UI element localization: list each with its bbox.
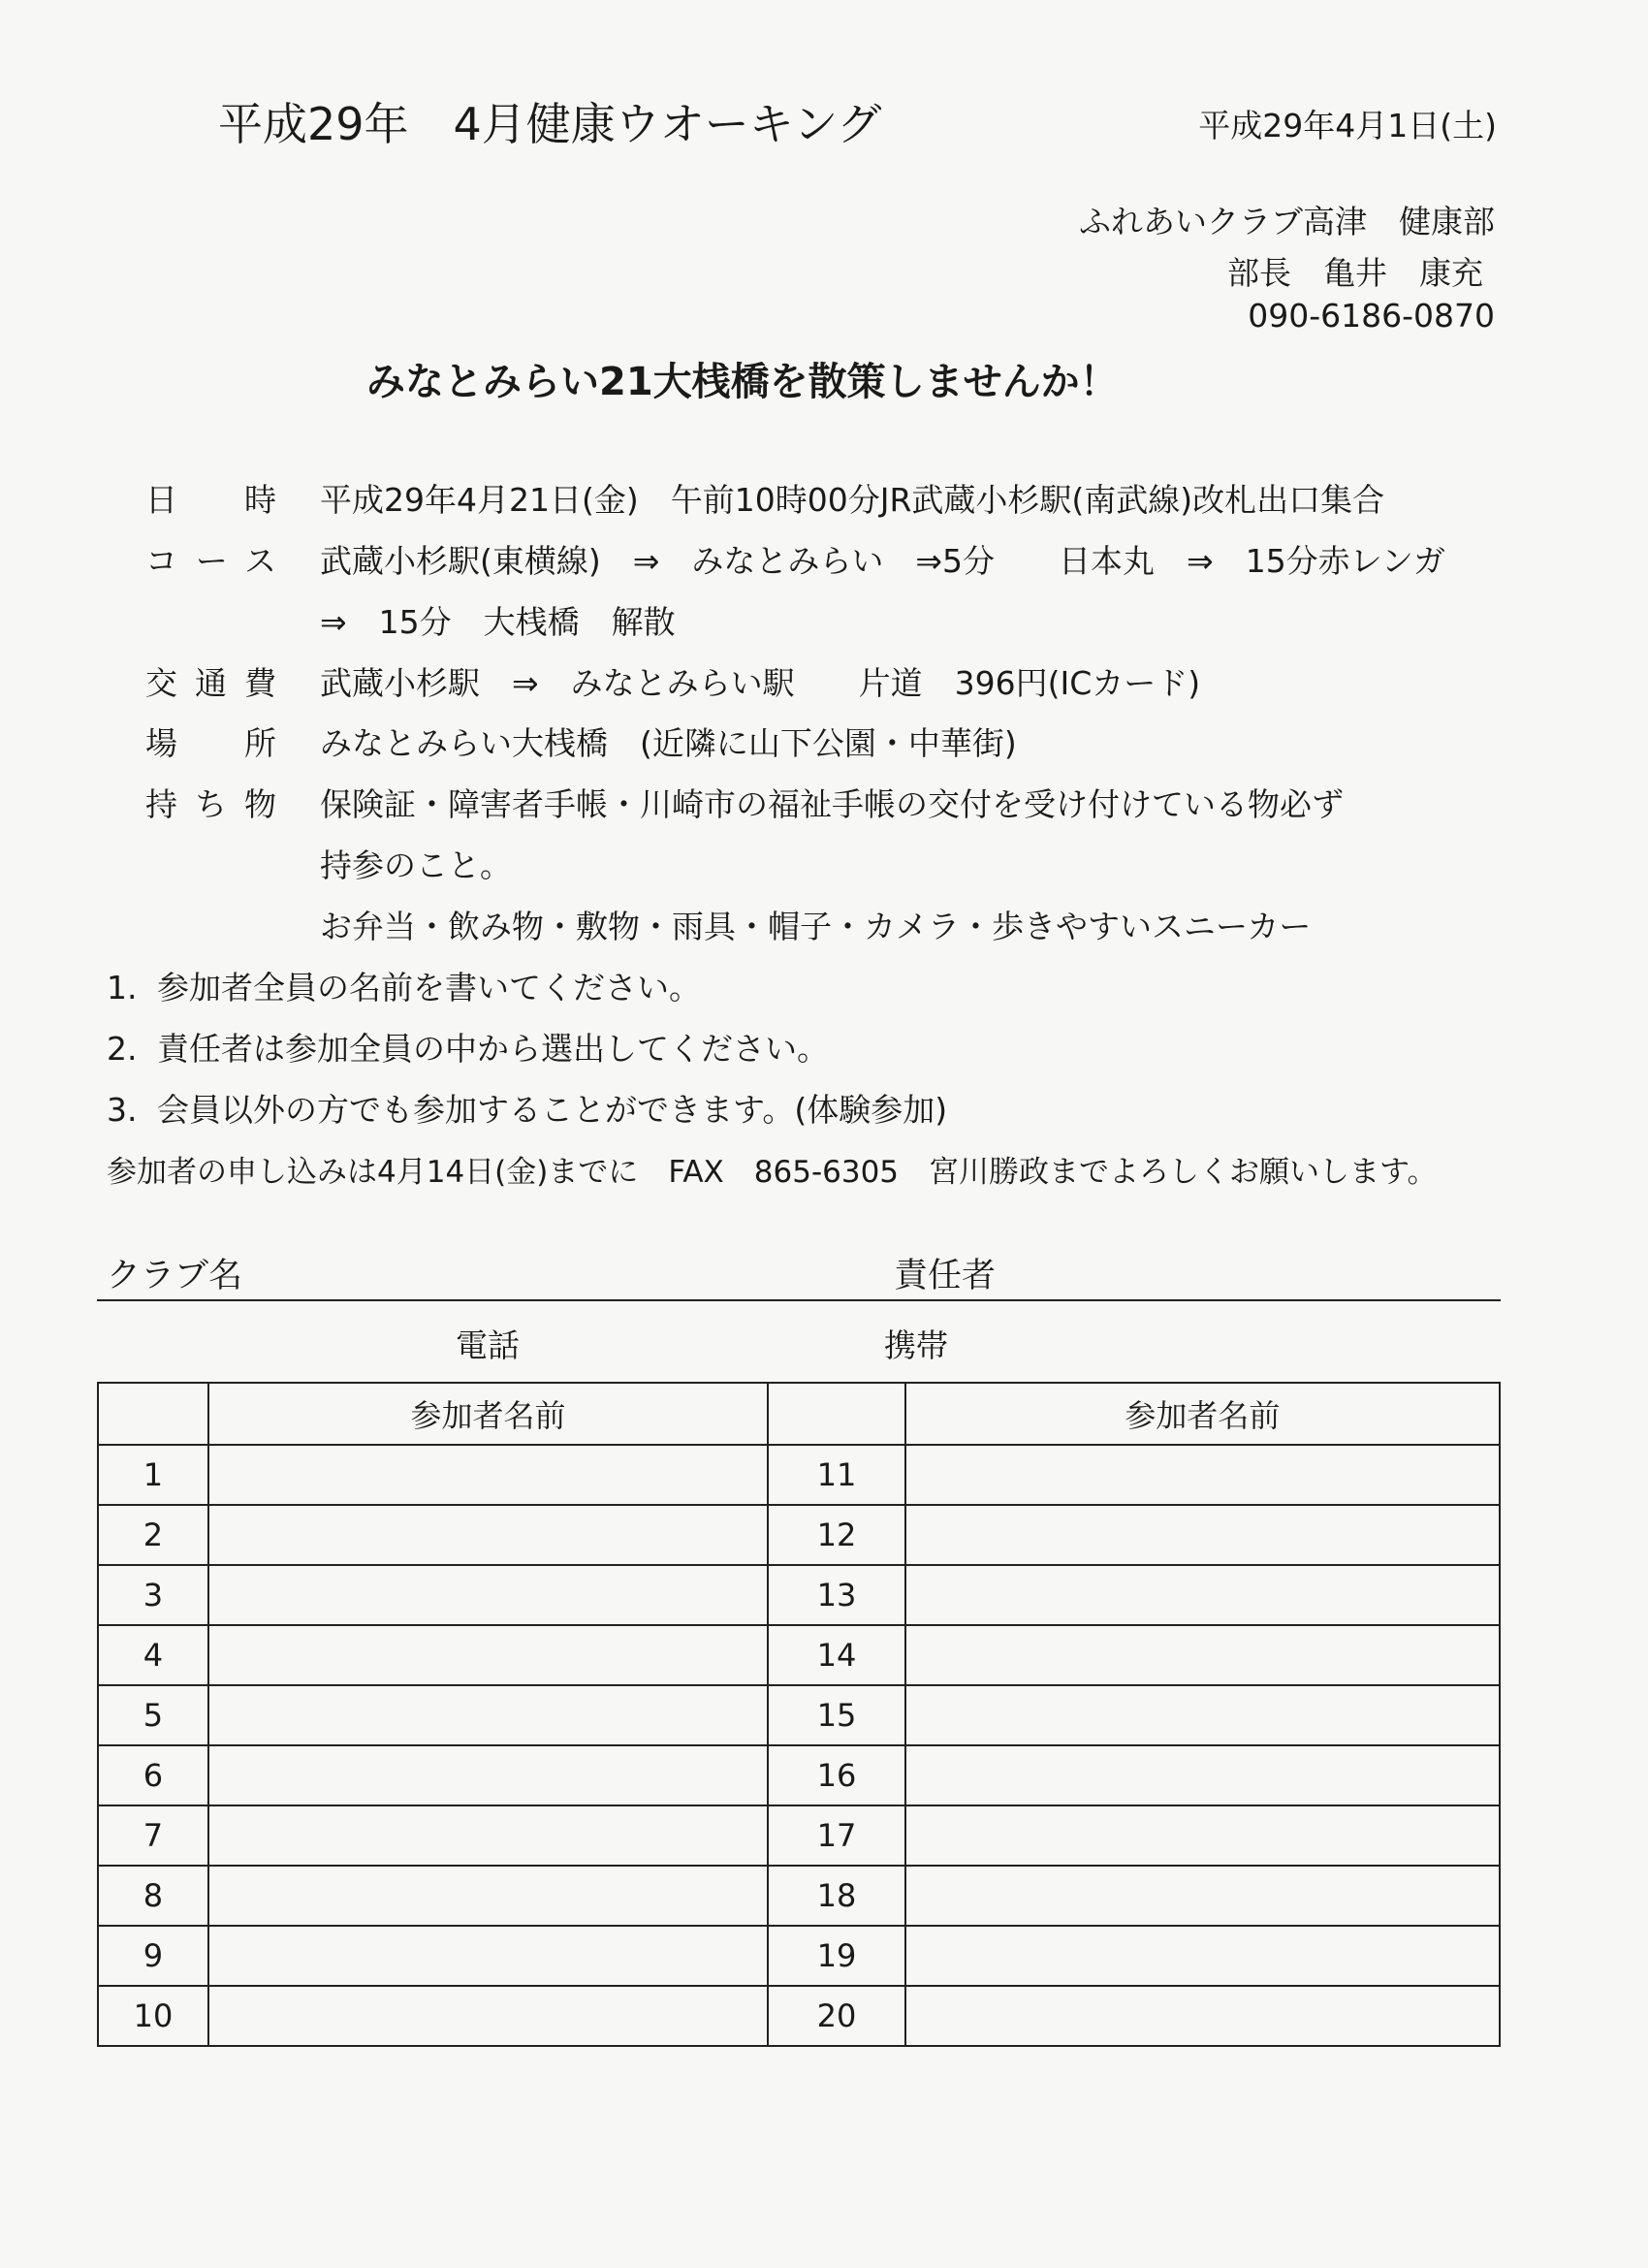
- table-row: [98, 1505, 1500, 1565]
- note-number: 2.: [107, 1030, 138, 1068]
- phone-label: 電話: [456, 1326, 520, 1364]
- participant-name-field[interactable]: [208, 1745, 768, 1805]
- note-item: [107, 1024, 829, 1070]
- note-item: [107, 1085, 947, 1131]
- document-title: 平成29年 4月健康ウオーキング: [218, 98, 882, 150]
- row-number-right: 14: [768, 1625, 905, 1685]
- row-number-left: 6: [98, 1745, 208, 1805]
- table-row: [98, 1445, 1500, 1505]
- participant-name-field[interactable]: [905, 1866, 1500, 1926]
- participant-name-field[interactable]: [905, 1565, 1500, 1625]
- participant-name-field[interactable]: [208, 1505, 768, 1565]
- header-name-left: 参加者名前: [208, 1383, 768, 1445]
- participant-name-field[interactable]: [905, 1926, 1500, 1986]
- participant-name-field[interactable]: [905, 1445, 1500, 1505]
- participant-name-field[interactable]: [208, 1866, 768, 1926]
- place-value: みなとみらい大桟橋 (近隣に山下公園・中華街): [320, 724, 1017, 762]
- row-number-right: 17: [768, 1805, 905, 1866]
- items-value-line1: 保険証・障害者手帳・川崎市の福祉手帳の交付を受け付けている物必ず: [320, 785, 1344, 823]
- header-number-cell: [768, 1383, 905, 1445]
- note-number: 3.: [107, 1091, 138, 1129]
- leader-label: 責任者: [894, 1257, 997, 1295]
- row-number-right: 16: [768, 1745, 905, 1805]
- participant-name-field[interactable]: [208, 1445, 768, 1505]
- place-label: 場所: [145, 724, 276, 762]
- row-number-left: 1: [98, 1445, 208, 1505]
- participant-name-field[interactable]: [905, 1986, 1500, 2046]
- table-row: [98, 1926, 1500, 1986]
- table-header-row: [98, 1383, 1500, 1445]
- row-number-left: 7: [98, 1805, 208, 1866]
- note-number: 1.: [107, 969, 138, 1006]
- course-value-line2: ⇒ 15分 大桟橋 解散: [320, 603, 676, 641]
- row-number-left: 9: [98, 1926, 208, 1986]
- row-number-left: 5: [98, 1685, 208, 1745]
- participant-name-field[interactable]: [208, 1625, 768, 1685]
- form-divider: [97, 1299, 1501, 1301]
- row-number-right: 18: [768, 1866, 905, 1926]
- participant-name-field[interactable]: [208, 1565, 768, 1625]
- participant-name-field[interactable]: [905, 1685, 1500, 1745]
- row-number-left: 10: [98, 1986, 208, 2046]
- row-number-right: 11: [768, 1445, 905, 1505]
- row-number-left: 4: [98, 1625, 208, 1685]
- header-name-right: 参加者名前: [905, 1383, 1500, 1445]
- row-number-left: 8: [98, 1866, 208, 1926]
- items-value-line3: お弁当・飲み物・敷物・雨具・帽子・カメラ・歩きやすいスニーカー: [320, 908, 1312, 945]
- note-text: 参加者全員の名前を書いてください。: [157, 969, 701, 1006]
- participant-name-field[interactable]: [905, 1745, 1500, 1805]
- participant-name-field[interactable]: [905, 1505, 1500, 1565]
- row-number-right: 12: [768, 1505, 905, 1565]
- participant-name-field[interactable]: [905, 1625, 1500, 1685]
- course-label: コース: [145, 542, 276, 580]
- issue-date: 平成29年4月1日(土): [1198, 107, 1497, 144]
- fare-label: 交通費: [145, 664, 276, 702]
- row-number-right: 15: [768, 1685, 905, 1745]
- participant-table: [97, 1382, 1501, 2047]
- headline: みなとみらい21大桟橋を散策しませんか！: [366, 360, 1119, 404]
- note-text: 会員以外の方でも参加することができます。(体験参加): [157, 1091, 948, 1129]
- row-number-left: 3: [98, 1565, 208, 1625]
- fare-value: 武蔵小杉駅 ⇒ みなとみらい駅 片道 396円(ICカード): [320, 664, 1201, 702]
- row-number-right: 13: [768, 1565, 905, 1625]
- organizer-name: ふれあいクラブ高津 健康部: [1079, 203, 1495, 240]
- note-item: [107, 963, 701, 1008]
- course-value-line1: 武蔵小杉駅(東横線) ⇒ みなとみらい ⇒5分 日本丸 ⇒ 15分赤レンガ: [320, 542, 1445, 580]
- table-row: [98, 1866, 1500, 1926]
- datetime-label: 日時: [145, 481, 276, 519]
- row-number-right: 20: [768, 1986, 905, 2046]
- table-row: [98, 1565, 1500, 1625]
- table-row: [98, 1745, 1500, 1805]
- table-row: [98, 1685, 1500, 1745]
- table-row: [98, 1625, 1500, 1685]
- datetime-value: 平成29年4月21日(金) 午前10時00分JR武蔵小杉駅(南武線)改札出口集合: [320, 481, 1385, 519]
- row-number-left: 2: [98, 1505, 208, 1565]
- items-label: 持ち物: [145, 785, 276, 823]
- table-row: [98, 1805, 1500, 1866]
- participant-name-field[interactable]: [208, 1685, 768, 1745]
- organizer-phone: 090-6186-0870: [1248, 297, 1495, 335]
- mobile-label: 携帯: [884, 1326, 948, 1364]
- note-text: 責任者は参加全員の中から選出してください。: [157, 1030, 829, 1068]
- participant-name-field[interactable]: [208, 1805, 768, 1866]
- application-instructions: 参加者の申し込みは4月14日(金)までに FAX 865-6305 宮川勝政までよろしくお願いします。: [107, 1155, 1438, 1190]
- participant-name-field[interactable]: [208, 1926, 768, 1986]
- row-number-right: 19: [768, 1926, 905, 1986]
- participant-name-field[interactable]: [208, 1986, 768, 2046]
- participant-name-field[interactable]: [905, 1805, 1500, 1866]
- header-number-cell: [98, 1383, 208, 1445]
- organizer-leader: 部長 亀井 康充: [1227, 254, 1483, 292]
- table-row: [98, 1986, 1500, 2046]
- items-value-line2: 持参のこと。: [320, 847, 512, 884]
- club-name-label: クラブ名: [107, 1257, 243, 1295]
